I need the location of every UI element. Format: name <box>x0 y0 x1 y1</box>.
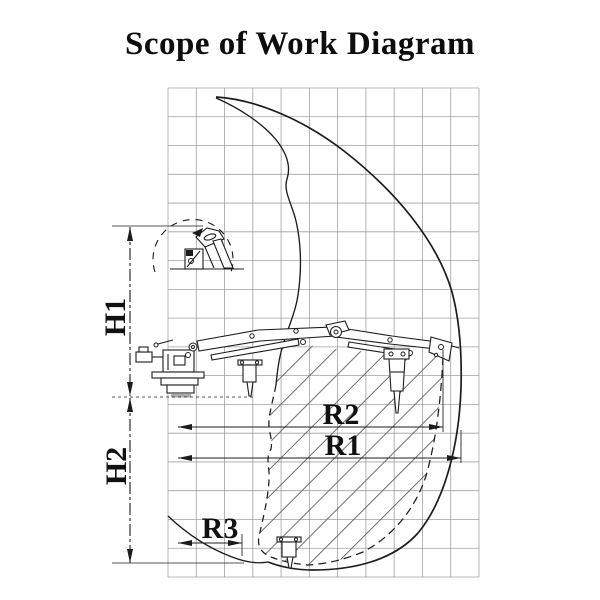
page-title: Scope of Work Diagram <box>125 26 475 62</box>
folded-machine-silhouette <box>153 220 244 272</box>
r3-label: R3 <box>201 512 239 545</box>
dim-r3 <box>178 512 242 556</box>
r2-label: R2 <box>322 398 360 431</box>
h2-label: H2 <box>99 446 133 486</box>
pedestal-base <box>136 340 204 398</box>
r1-label: R1 <box>324 429 362 462</box>
h1-label: H1 <box>98 297 132 337</box>
breaker-inner <box>238 360 262 396</box>
